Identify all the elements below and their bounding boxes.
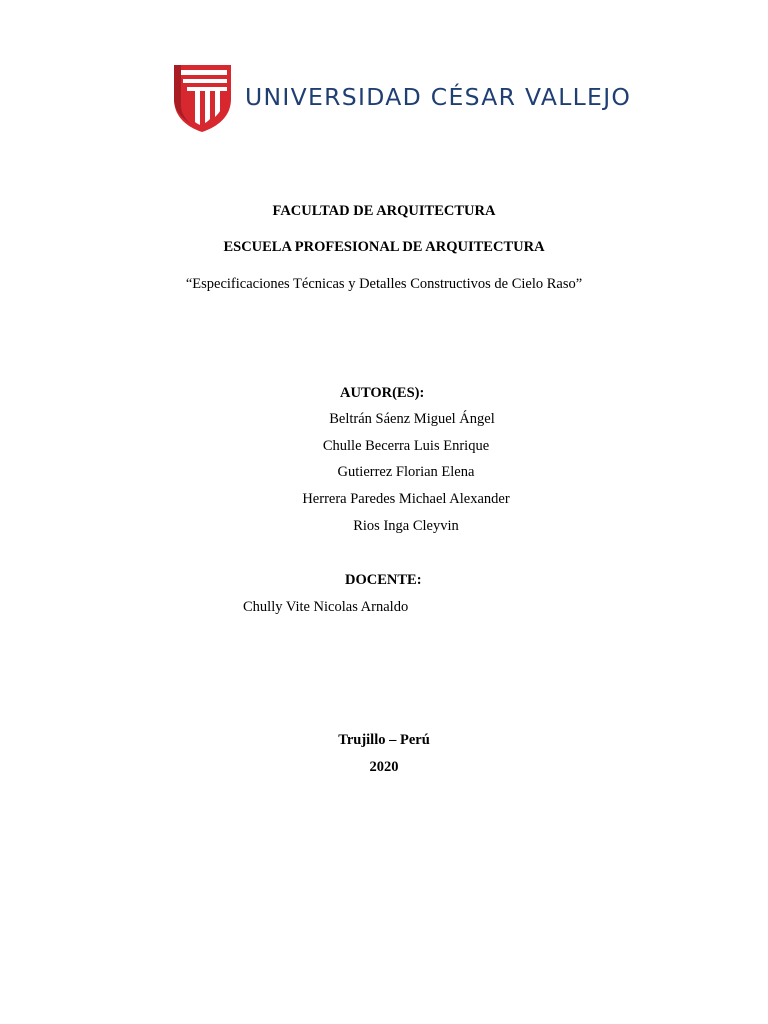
university-logo [173, 61, 632, 133]
teacher-name: Chully Vite Nicolas Arnaldo [243, 599, 409, 615]
author-name: Beltrán Sáenz Miguel Ángel [329, 411, 495, 427]
place-text: Trujillo – Perú [338, 732, 430, 748]
teacher-label: DOCENTE: [345, 572, 422, 588]
author-name: Gutierrez Florian Elena [337, 464, 475, 480]
faculty-heading: FACULTAD DE ARQUITECTURA [272, 203, 496, 219]
document-title: “Especificaciones Técnicas y Detalles Constructivos de Cielo Raso” [185, 276, 583, 292]
author-name: Chulle Becerra Luis Enrique [322, 438, 490, 454]
year-text: 2020 [369, 759, 399, 775]
school-heading: ESCUELA PROFESIONAL DE ARQUITECTURA [223, 239, 545, 255]
authors-label: AUTOR(ES): [340, 385, 425, 401]
author-name: Herrera Paredes Michael Alexander [302, 491, 510, 507]
author-name: Rios Inga Cleyvin [353, 518, 459, 534]
university-name: UNIVERSIDAD CÉSAR VALLEJO [245, 83, 632, 111]
ucv-shield-icon [173, 61, 233, 133]
